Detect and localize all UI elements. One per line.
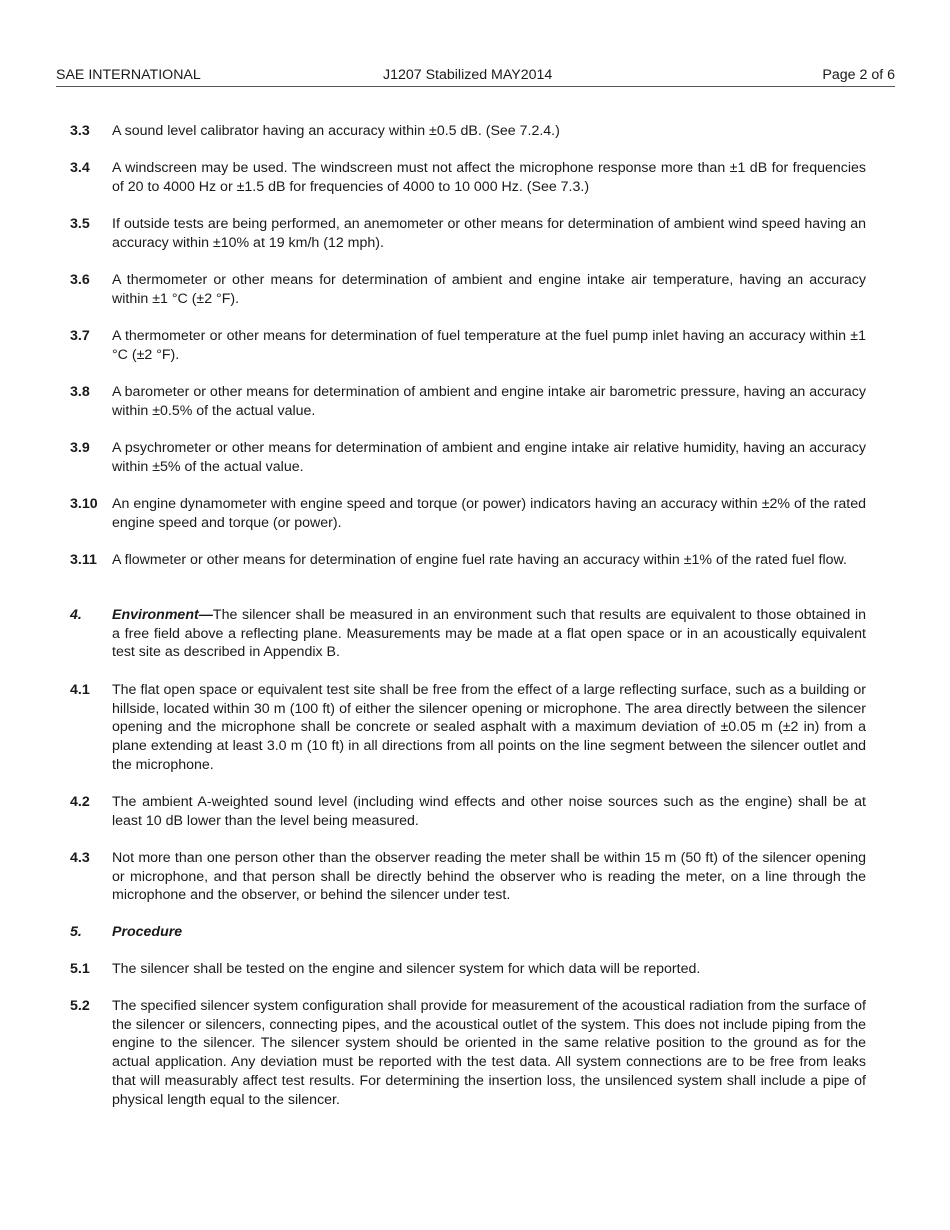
section-text: A windscreen may be used. The windscreen must not affect the microphone response more than ±1 dB for frequencies of 20 to 4000 Hz or ±1.5 dB for frequencies of 4000 to 10 000 Hz. (See 7.3.) [112,160,866,195]
section-4-3 [70,849,866,905]
section-text: Not more than one person other than the observer reading the meter shall be within 15 m (50 ft) of the silencer opening or microphone, and that person shall be directly behind the observer who is reading the meter, on a line through the microphone and the observer, or behind the silencer under test. [112,850,866,904]
section-number: 5.2 [70,998,90,1014]
section-number: 3.11 [70,552,97,568]
section-4 [70,606,866,662]
section-number: 3.6 [70,272,90,288]
section-heading: Procedure [112,924,183,940]
section-number: 3.3 [70,123,90,139]
section-text: A psychrometer or other means for determination of ambient and engine intake air relative humidity, having an accuracy within ±5% of the actual value. [112,440,866,475]
section-3-7 [70,327,866,364]
section-body: The silencer shall be measured in an environment such that results are equivalent to those obtained in a free field above a reflecting plane. Measurements may be made at a flat open space or in an acoustically equivalent test site as described in Appendix B. [112,607,866,661]
section-text: The flat open space or equivalent test site shall be free from the effect of a large reflecting surface, such as a building or hillside, located within 30 m (100 ft) of either the silencer opening or microphone. The area directly between the silencer opening and the microphone shall be concrete or sealed asphalt with a maximum deviation of ±0.05 m (±2 in) from a plane extending at least 3.0 m (10 ft) in all directions from all points on the line segment between the silencer outlet and the microphone. [112,682,866,773]
section-text: The ambient A-weighted sound level (including wind effects and other noise sources such as the engine) shall be at least 10 dB lower than the level being measured. [112,794,866,829]
section-number: 3.5 [70,216,90,232]
section-3-8 [70,383,866,420]
section-5 [70,923,866,942]
header-organization: SAE INTERNATIONAL [56,67,201,83]
section-text: A barometer or other means for determination of ambient and engine intake air barometric pressure, having an accuracy within ±0.5% of the actual value. [112,384,866,419]
section-number: 5. [70,924,82,940]
section-5-2 [70,997,866,1109]
header-document-id: J1207 Stabilized MAY2014 [383,67,553,83]
section-text: A thermometer or other means for determination of ambient and engine intake air temperature, having an accuracy within ±1 °C (±2 °F). [112,272,866,307]
section-number: 4. [70,607,82,623]
header-page-number: Page 2 of 6 [822,67,895,83]
section-number: 4.3 [70,850,90,866]
section-number: 3.9 [70,440,90,456]
section-number: 3.7 [70,328,90,344]
section-text: A thermometer or other means for determination of fuel temperature at the fuel pump inlet having an accuracy within ±1 °C (±2 °F). [112,328,866,363]
section-text: A flowmeter or other means for determination of engine fuel rate having an accuracy within ±1% of the rated fuel flow. [112,552,847,568]
section-heading: Environment— [112,607,213,623]
section-number: 3.8 [70,384,90,400]
section-3-5 [70,215,866,252]
section-3-3 [70,122,866,141]
section-5-1 [70,960,866,979]
section-3-6 [70,271,866,308]
section-number: 4.1 [70,682,90,698]
section-text: The silencer shall be tested on the engine and silencer system for which data will be reported. [112,961,701,977]
section-3-4 [70,159,866,196]
section-4-1 [70,681,866,775]
section-number: 3.4 [70,160,90,176]
section-text: An engine dynamometer with engine speed and torque (or power) indicators having an accuracy within ±2% of the rated engine speed and torque (or power). [112,496,866,531]
section-text [112,606,866,662]
section-text [112,923,866,942]
section-number: 4.2 [70,794,90,810]
section-4-2 [70,793,866,830]
section-number: 5.1 [70,961,90,977]
section-text: The specified silencer system configuration shall provide for measurement of the acoustical radiation from the surface of the silencer or silencers, connecting pipes, and the acoustical outlet of the system. This does not include piping from the engine to the silencer. The silencer system should be oriented in the same relative position to the ground as for the actual application. Any deviation must be reported with the test data. All system connections are to be free from leaks that will measurably affect test results. For determining the insertion loss, the unsilenced system shall include a pipe of physical length equal to the silencer. [112,998,866,1108]
section-text: If outside tests are being performed, an anemometer or other means for determination of ambient wind speed having an accuracy within ±10% at 19 km/h (12 mph). [112,216,866,251]
page-header [56,66,895,87]
section-3-10 [70,495,866,532]
section-3-9 [70,439,866,476]
section-number: 3.10 [70,496,98,512]
section-3-11 [70,551,866,570]
section-text: A sound level calibrator having an accuracy within ±0.5 dB. (See 7.2.4.) [112,123,560,139]
